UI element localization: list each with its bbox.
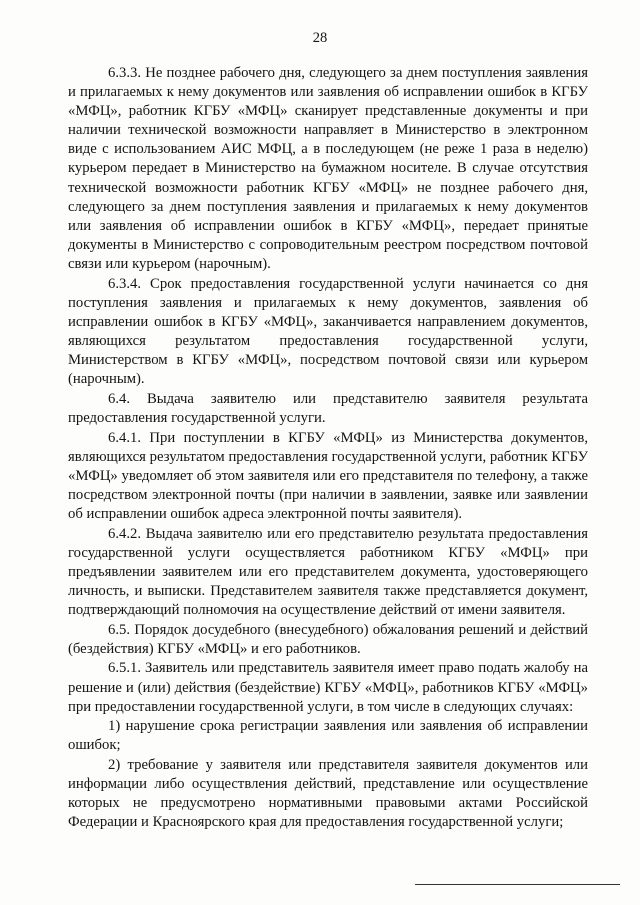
paragraph-6-4-1: 6.4.1. При поступлении в КГБУ «МФЦ» из Министерства документов, являющихся результатом предоставления государственной услуги, работник КГБУ «МФЦ» уведомляет об этом заявителя или его представителя по телефону, а также посредством электронной почты (при наличии в заявлении, заявке или заявлении об исправлении ошибок адреса электронной почты заявителя). <box>68 429 588 522</box>
footer-rule <box>415 884 620 885</box>
paragraph-6-4: 6.4. Выдача заявителю или представителю заявителя результата предоставления государственной услуги. <box>68 390 588 426</box>
paragraph-6-5-1: 6.5.1. Заявитель или представитель заявителя имеет право подать жалобу на решение и (или) действия (бездействие) КГБУ «МФЦ», работников КГБУ «МФЦ» при предоставлении государственной услуги, в том числе в следующих случаях: <box>68 660 588 715</box>
list-item-1: 1) нарушение срока регистрации заявления или заявления об исправлении ошибок; <box>68 718 588 754</box>
paragraph-6-5: 6.5. Порядок досудебного (внесудебного) обжалования решений и действий (бездействия) КГБУ «МФЦ» и его работников. <box>68 621 588 657</box>
paragraph-6-4-2: 6.4.2. Выдача заявителю или его представителю результата предоставления государственной услуги осуществляется работником КГБУ «МФЦ» при предъявлении заявителем или его представителем документа, удостоверяющего личность, и выписки. Представителем заявителя также представляется документ, подтверждающий полномочия на осуществление действий от имени заявителя. <box>68 525 588 618</box>
page-number: 28 <box>312 30 328 46</box>
paragraph-6-3-3: 6.3.3. Не позднее рабочего дня, следующего за днем поступления заявления и прилагаемых к нему документов или заявления об исправлении ошибок в КГБУ «МФЦ», работник КГБУ «МФЦ» сканирует представленные документы и при наличии технической возможности направляет в Министерство в электронном виде с использованием АИС МФЦ, а в последующем (не реже 1 раза в неделю) курьером передает в Министерство на бумажном носителе. В случае отсутствия технической возможности работник КГБУ «МФЦ» не позднее рабочего дня, следующего за днем поступления заявления и прилагаемых к нему документов или заявления об исправлении ошибок в КГБУ «МФЦ», передает принятые документы в Министерство с сопроводительным реестром посредством почтовой связи или курьером (нарочным). <box>68 65 588 272</box>
document-body <box>68 64 588 833</box>
paragraph-6-3-4: 6.3.4. Срок предоставления государственной услуги начинается со дня поступления заявления и прилагаемых к нему документов, заявления об исправлении ошибок в КГБУ «МФЦ», заканчивается направлением документов, являющихся результатом предоставления государственной услуги, Министерством в КГБУ «МФЦ», посредством почтовой связи или курьером (нарочным). <box>68 275 588 388</box>
list-item-2: 2) требование у заявителя или представителя заявителя документов или информации либо осуществления действий, представление или осуществление которых не предусмотрено нормативными правовыми актами Российской Федерации и Красноярского края для предоставления государственной услуги; <box>68 757 588 831</box>
